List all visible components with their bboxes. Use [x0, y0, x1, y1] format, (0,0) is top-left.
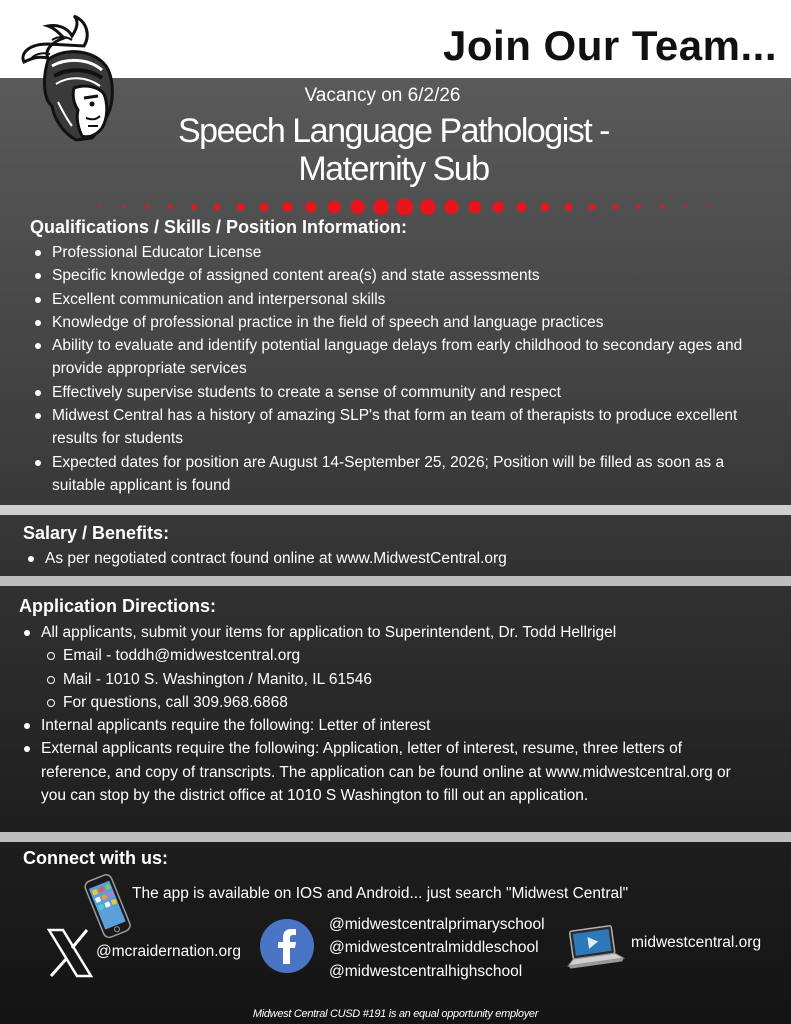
red-dot — [122, 205, 125, 208]
knight-mascot-icon — [18, 14, 116, 144]
x-handle-link[interactable]: @mcraidernation.org — [96, 943, 241, 960]
list-item: Expected dates for position are August 14-September 25, 2026; Position will be filled as soon as a suitable applicant is found — [30, 451, 780, 498]
mail-item: Mail - 1010 S. Washington / Manito, IL 61546 — [41, 668, 731, 691]
red-dot — [305, 201, 316, 212]
list-item: As per negotiated contract found online at www.MidwestCentral.org — [23, 547, 773, 570]
red-dot — [191, 204, 197, 210]
red-dot — [260, 203, 269, 212]
list-item: Ability to evaluate and identify potential language delays from early childhood to secondary ages and provide appropriate services — [30, 334, 780, 381]
list-item: Professional Educator License — [30, 241, 780, 264]
list-item: Internal applicants require the following: Letter of interest — [19, 714, 731, 737]
red-dot — [328, 201, 341, 214]
red-dot — [396, 198, 413, 215]
list-item: All applicants, submit your items for application to Superintendent, Dr. Todd Hellrigel Email - toddh@midwestcentral.org Mail - 1010 S. Washington / Manito, IL 61546 For questions, call 309.968.6868 — [19, 621, 731, 714]
red-dot — [168, 205, 173, 210]
list-item: Midwest Central has a history of amazing SLP's that form an team of therapists to produce excellent results for students — [30, 404, 780, 451]
phone-item: For questions, call 309.968.6868 — [41, 691, 731, 714]
laptop-icon — [564, 922, 626, 974]
app-availability-text: The app is available on IOS and Android... just search "Midwest Central" — [132, 885, 629, 902]
facebook-icon[interactable] — [259, 918, 315, 974]
list-item: Excellent communication and interpersonal skills — [30, 288, 780, 311]
facebook-handle-primary[interactable]: @midwestcentralprimaryschool — [329, 916, 545, 933]
qualifications-list — [30, 241, 780, 497]
job-title: Speech Language Pathologist - Maternity Sub — [178, 112, 609, 188]
facebook-handle-high[interactable]: @midwestcentralhighschool — [329, 962, 523, 980]
salary-list — [23, 547, 773, 570]
red-dot — [541, 203, 550, 212]
red-dot — [99, 206, 102, 209]
red-dot — [589, 204, 596, 211]
red-dot — [636, 205, 641, 210]
red-dot — [684, 205, 687, 208]
vacancy-date: Vacancy on 6/2/26 — [304, 85, 461, 106]
section-divider — [0, 505, 791, 515]
connect-title: Connect with us: — [23, 848, 168, 868]
red-dot — [145, 205, 149, 209]
red-dot — [282, 202, 292, 212]
page-title: Join Our Team... — [443, 22, 777, 69]
facebook-handles — [329, 913, 545, 983]
section-divider — [0, 832, 791, 842]
application-list — [19, 621, 731, 807]
red-dot — [613, 204, 619, 210]
list-item: Knowledge of professional practice in the field of speech and language practices — [30, 311, 780, 334]
list-item: Effectively supervise students to create a sense of community and respect — [30, 381, 780, 404]
red-dot — [373, 199, 389, 215]
red-dot — [517, 202, 527, 212]
header-bar — [0, 0, 791, 78]
red-dot — [237, 203, 245, 211]
application-title: Application Directions: — [19, 596, 217, 616]
qualifications-title: Qualifications / Skills / Position Information: — [30, 217, 408, 237]
red-dot — [468, 201, 481, 214]
section-divider — [0, 576, 791, 586]
email-item: Email - toddh@midwestcentral.org — [41, 644, 731, 667]
list-item: External applicants require the following: Application, letter of interest, resume, three letters of reference, and copy of transcripts. The application can be found online at www.midwestcentral.org or you can stop by the district office at 1010 S Washington to fill out an application. — [19, 737, 731, 807]
red-dot — [351, 200, 365, 214]
footer-eoe: Midwest Central CUSD #191 is an equal opportunity employer — [252, 1008, 539, 1020]
red-dot — [492, 201, 503, 212]
facebook-handle-middle[interactable]: @midwestcentralmiddleschool — [329, 939, 539, 957]
red-dot — [660, 205, 664, 209]
red-dot — [420, 199, 436, 215]
red-dot — [214, 204, 221, 211]
salary-title: Salary / Benefits: — [23, 523, 170, 543]
red-dot — [708, 206, 711, 209]
list-item: Specific knowledge of assigned content area(s) and state assessments — [30, 264, 780, 287]
red-dot — [444, 200, 458, 214]
website-link[interactable]: midwestcentral.org — [631, 934, 762, 951]
red-dot — [565, 203, 573, 211]
contact-sublist — [41, 644, 731, 714]
x-logo-icon[interactable] — [46, 928, 94, 978]
